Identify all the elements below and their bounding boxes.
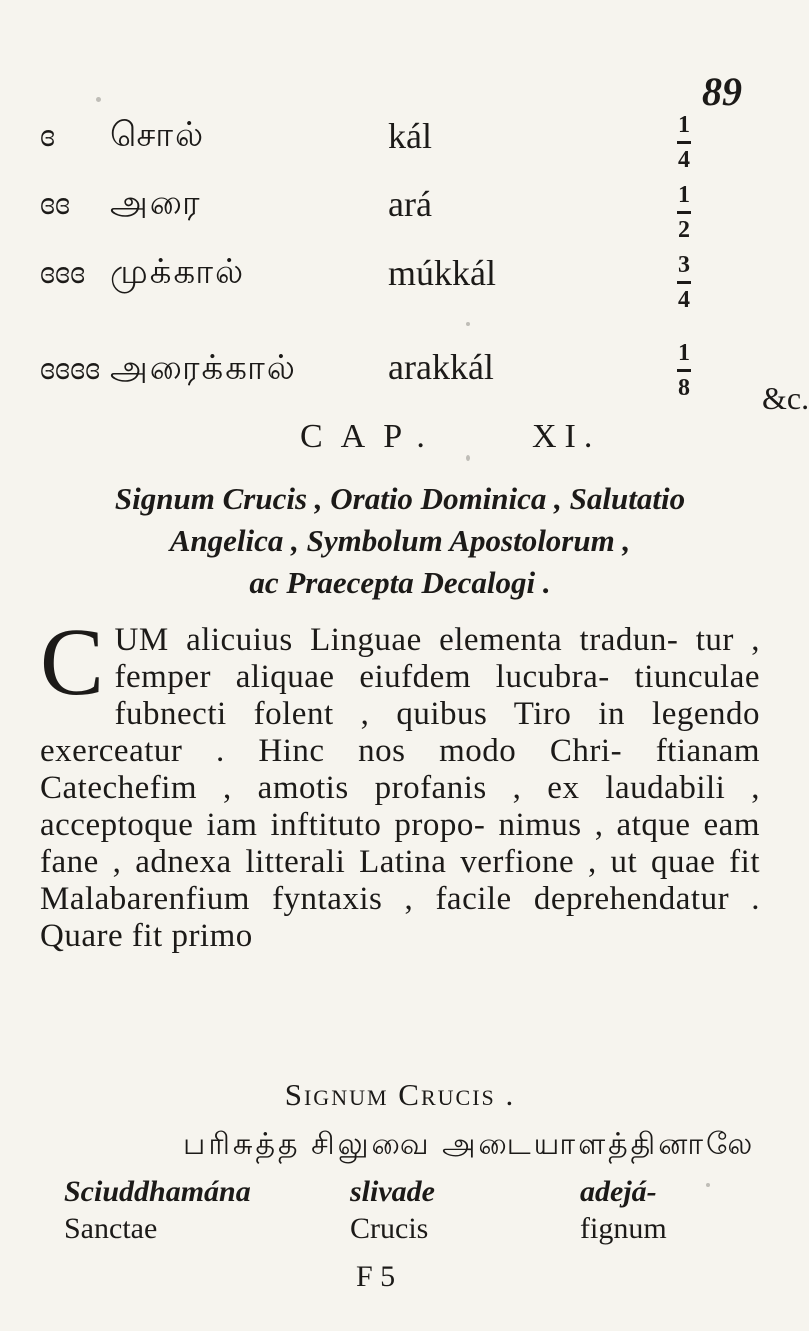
tamil-word: அரைக்கால் [110, 350, 298, 387]
latin-gloss: fignum [580, 1212, 667, 1245]
drop-cap: C [40, 608, 105, 715]
latin-word: ará [388, 184, 432, 224]
fraction-numerator: 1 [678, 112, 690, 138]
transliteration-word: slivade [350, 1175, 435, 1208]
fraction-denominator: 8 [678, 375, 690, 401]
fraction-numerator: 3 [678, 252, 690, 278]
body-text: UM alicuius Linguae elementa tradun- tur , femper aliquae eiufdem lucubra- tiunculae fubnecti folent , quibus Tiro in legendo exerceatur . Hinc nos modo Chri- ftianam Catechefim , amotis profanis , ex laudabili , acceptoque iam inftituto propo- nimus , atque eam fane , adnexa litterali Latina verfione , ut quae fit Malabarenfium fyntaxis , facile deprehendatur . Quare fit primo [40, 622, 760, 954]
paper-speck [706, 1183, 710, 1187]
paper-speck [466, 455, 470, 461]
signature-mark: F 5 [356, 1260, 396, 1293]
section-title: Signum Crucis . [284, 1077, 516, 1112]
fraction-numerator: 1 [678, 182, 690, 208]
etcetera: &c. [762, 380, 809, 416]
paper-speck [466, 322, 470, 326]
fraction-bar [677, 281, 691, 284]
fraction-denominator: 4 [678, 287, 690, 313]
transliteration-word: Sciuddhamána [64, 1175, 251, 1208]
fraction-bar [677, 211, 691, 214]
row-marker: ɞɞɞ [40, 254, 86, 291]
row-marker: ɞ [40, 117, 56, 154]
latin-gloss: Sanctae [64, 1212, 158, 1245]
chapter-subtitle-line: ac Praecepta Decalogi . [249, 565, 551, 600]
paper-speck [96, 97, 101, 102]
transliteration-word: adejá- [580, 1175, 657, 1208]
fraction-bar [677, 141, 691, 144]
chapter-subtitle-line: Angelica , Symbolum Apostolorum , [169, 523, 631, 558]
fraction [666, 340, 702, 401]
fraction-denominator: 2 [678, 217, 690, 243]
body-paragraph [40, 608, 760, 955]
tamil-line: பரிசுத்த சிலுவை அடையாளத்தினாலே [183, 1128, 756, 1161]
chapter-label: CAP. [300, 418, 443, 455]
tamil-word: சொல் [110, 117, 206, 154]
chapter-subtitle-line: Signum Crucis , Oratio Dominica , Salutatio [114, 481, 686, 516]
latin-word: arakkál [388, 347, 494, 387]
latin-word: kál [388, 116, 432, 156]
tamil-word: முக்கால் [110, 254, 246, 291]
fraction [666, 252, 702, 313]
row-marker: ɞɞɞɞ [40, 350, 101, 387]
row-marker: ɞɞ [40, 185, 71, 222]
latin-word: múkkál [388, 253, 496, 293]
fraction [666, 182, 702, 243]
page-number: 89 [702, 69, 742, 114]
tamil-word: அரை [110, 185, 202, 222]
fraction-bar [677, 369, 691, 372]
chapter-number: XI. [532, 418, 601, 455]
fraction-numerator: 1 [678, 340, 690, 366]
fraction-denominator: 4 [678, 147, 690, 173]
latin-gloss: Crucis [350, 1212, 429, 1245]
fraction [666, 112, 702, 173]
